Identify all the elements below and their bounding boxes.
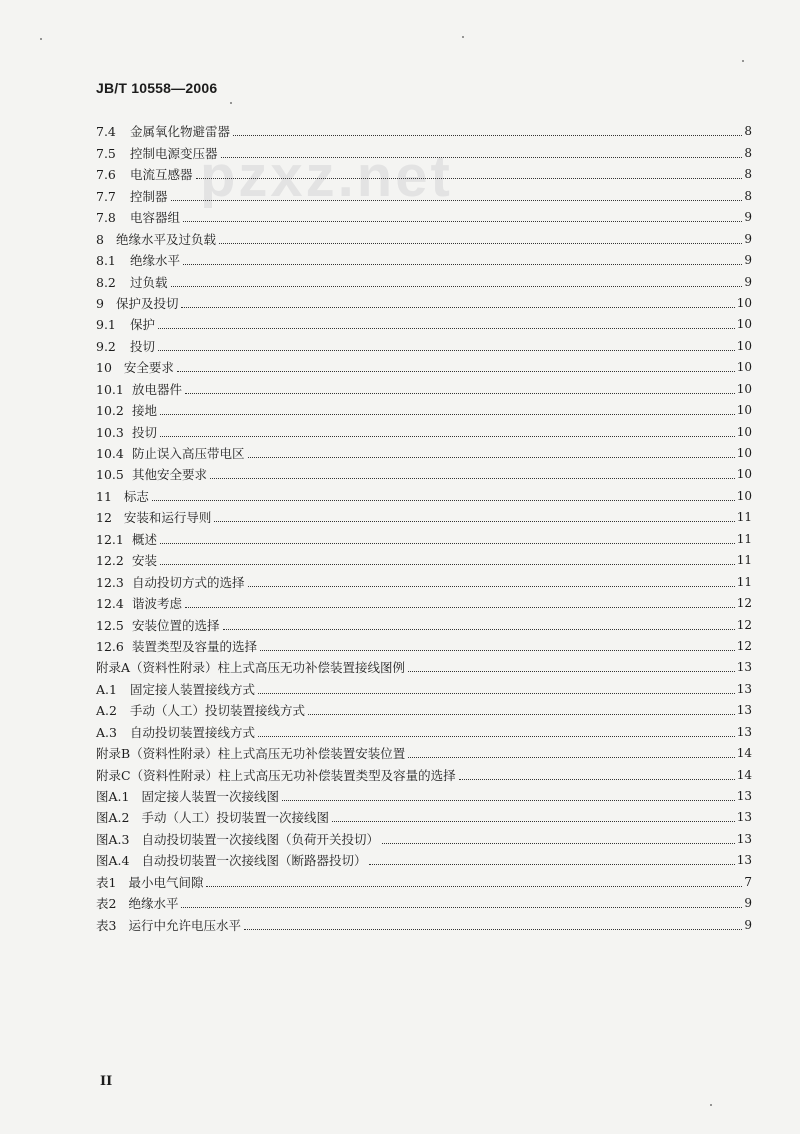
toc-entry-number: 12.5 — [96, 617, 124, 633]
toc-entry — [96, 418, 752, 439]
toc-entry-page: 9 — [744, 274, 752, 289]
toc-entry-title: 最小电气间隙 — [128, 874, 204, 890]
toc-entry-number: 9 — [96, 295, 104, 311]
toc-entry-number: 12 — [96, 510, 112, 526]
toc-entry — [96, 783, 752, 804]
toc-entry — [96, 397, 752, 418]
toc-entry-number: 9.1 — [96, 317, 116, 333]
dot-leader — [248, 586, 735, 587]
toc-entry-page: 13 — [736, 831, 752, 846]
toc-entry-title: 绝缘水平 — [128, 896, 179, 912]
toc-entry — [96, 290, 752, 311]
document-code-header: JB/T 10558—2006 — [96, 80, 218, 96]
toc-entry-number: A.1 — [96, 681, 117, 697]
dot-leader — [210, 478, 735, 479]
toc-entry-page: 10 — [736, 360, 752, 375]
toc-entry-page: 12 — [736, 596, 752, 611]
toc-entry-title: 安装位置的选择 — [132, 617, 220, 633]
dot-leader — [158, 350, 735, 351]
toc-entry — [96, 761, 752, 782]
toc-entry — [96, 182, 752, 203]
dot-leader — [181, 907, 742, 908]
dot-leader — [369, 864, 734, 865]
toc-entry-title: 自动投切装置一次接线图（断路器投切） — [141, 853, 367, 869]
dot-leader — [408, 757, 735, 758]
toc-entry-page: 8 — [744, 167, 752, 182]
toc-entry-title: 自动投切方式的选择 — [132, 574, 245, 590]
toc-entry-number: 附录B — [96, 746, 131, 762]
toc-entry-title: 谐波考虑 — [132, 596, 183, 612]
toc-entry-title: 金属氧化物避雷器 — [130, 124, 231, 140]
dot-leader — [233, 135, 742, 136]
toc-entry-number: 表3 — [96, 917, 117, 933]
toc-entry-title: 绝缘水平及过负载 — [115, 231, 216, 247]
dot-leader — [196, 178, 743, 179]
dot-leader — [183, 221, 742, 222]
dot-leader — [244, 929, 742, 930]
toc-entry-title: （资料性附录）柱上式高压无功补偿装置安装位置 — [130, 746, 406, 762]
toc-entry-page: 9 — [744, 231, 752, 246]
toc-entry-title: 手动（人工）投切装置一次接线图 — [141, 810, 329, 826]
toc-entry — [96, 461, 752, 482]
toc-entry — [96, 311, 752, 332]
dot-leader — [223, 629, 735, 630]
toc-entry-page: 9 — [744, 917, 752, 932]
toc-entry-page: 9 — [744, 896, 752, 911]
dot-leader — [408, 671, 735, 672]
dot-leader — [152, 500, 735, 501]
dot-leader — [332, 821, 735, 822]
toc-entry-page: 11 — [736, 553, 752, 568]
toc-entry — [96, 611, 752, 632]
scan-speck — [710, 1104, 712, 1106]
dot-leader — [219, 243, 742, 244]
toc-entry-number: 7.5 — [96, 145, 116, 161]
toc-entry-title: 安全要求 — [123, 360, 174, 376]
toc-entry-title: 固定接人装置接线方式 — [130, 681, 256, 697]
toc-entry-page: 8 — [744, 188, 752, 203]
page-number: II — [100, 1074, 113, 1089]
toc-entry-page: 10 — [736, 381, 752, 396]
dot-leader — [177, 371, 735, 372]
toc-entry — [96, 911, 752, 932]
toc-entry-title: （资料性附录）柱上式高压无功补偿装置接线图例 — [130, 660, 406, 676]
toc-entry-page: 10 — [736, 467, 752, 482]
scan-speck — [230, 102, 232, 104]
toc-entry — [96, 247, 752, 268]
toc-entry-title: 自动投切装置一次接线图（负荷开关投切） — [141, 831, 379, 847]
toc-entry — [96, 697, 752, 718]
toc-entry — [96, 718, 752, 739]
toc-entry-number: 附录C — [96, 767, 131, 783]
toc-entry-page: 9 — [744, 210, 752, 225]
dot-leader — [214, 521, 734, 522]
toc-entry-title: 控制器 — [130, 188, 168, 204]
toc-entry — [96, 375, 752, 396]
toc-entry-page: 10 — [736, 338, 752, 353]
toc-entry-number: 10.2 — [96, 403, 124, 419]
toc-entry-page: 10 — [736, 446, 752, 460]
toc-entry — [96, 204, 752, 225]
toc-entry-page: 13 — [736, 724, 752, 739]
scan-speck — [462, 36, 464, 38]
toc-entry-number: 10.3 — [96, 424, 124, 440]
toc-entry — [96, 868, 752, 889]
toc-entry-number: A.3 — [96, 724, 117, 740]
toc-entry-number: 8.1 — [96, 253, 116, 269]
toc-entry-title: 投切 — [130, 338, 156, 354]
toc-entry-number: 8 — [96, 231, 104, 247]
toc-entry — [96, 440, 752, 461]
dot-leader — [185, 607, 735, 608]
toc-entry — [96, 547, 752, 568]
toc-entry-number: A.2 — [96, 703, 117, 719]
toc-entry-title: 保护及投切 — [115, 295, 179, 311]
toc-entry-number: 12.3 — [96, 574, 124, 590]
toc-entry — [96, 590, 752, 611]
toc-entry — [96, 139, 752, 160]
toc-entry-number: 12.6 — [96, 638, 124, 654]
dot-leader — [171, 286, 743, 287]
toc-entry-title: 自动投切装置接线方式 — [130, 724, 256, 740]
dot-leader — [160, 564, 735, 565]
dot-leader — [260, 650, 735, 651]
toc-entry-title: 概述 — [132, 531, 158, 547]
toc-entry-number: 10.1 — [96, 381, 124, 397]
toc-entry-title: 电容器组 — [130, 210, 181, 226]
toc-entry — [96, 654, 752, 675]
toc-entry-title: 手动（人工）投切装置接线方式 — [130, 703, 306, 719]
toc-entry-number: 附录A — [96, 660, 131, 676]
dot-leader — [160, 543, 735, 544]
toc-entry-title: 标志 — [123, 488, 149, 504]
dot-leader — [160, 414, 735, 415]
toc-entry-number: 10.5 — [96, 467, 124, 483]
toc-entry-page: 14 — [736, 767, 752, 782]
toc-entry-number: 9.2 — [96, 338, 116, 354]
toc-entry — [96, 268, 752, 289]
toc-entry — [96, 332, 752, 353]
toc-entry — [96, 633, 752, 654]
toc-entry-title: 安装和运行导则 — [123, 510, 212, 526]
dot-leader — [158, 328, 735, 329]
toc-entry-number: 7.8 — [96, 210, 116, 226]
toc-entry-title: 接地 — [132, 403, 158, 419]
toc-entry-title: 保护 — [130, 317, 156, 333]
toc-entry-number: 7.7 — [96, 188, 116, 204]
toc-entry-number: 图A.3 — [96, 831, 130, 847]
toc-entry-title: 防止误入高压带电区 — [132, 446, 245, 461]
toc-entry-number: 图A.1 — [96, 789, 130, 804]
toc-entry-number: 8.2 — [96, 274, 116, 290]
toc-entry-title: 绝缘水平 — [130, 253, 181, 269]
toc-entry-number: 10 — [96, 360, 112, 376]
toc-entry-number: 表2 — [96, 896, 117, 912]
dot-leader — [221, 157, 743, 158]
toc-entry-page: 10 — [736, 403, 752, 418]
toc-entry-page: 12 — [736, 617, 752, 632]
toc-entry-number: 12.4 — [96, 596, 124, 612]
dot-leader — [248, 457, 735, 458]
toc-entry — [96, 740, 752, 761]
toc-entry-number: 7.6 — [96, 167, 116, 183]
scan-speck — [40, 38, 42, 40]
toc-entry-page: 7 — [744, 874, 752, 889]
dot-leader — [258, 736, 735, 737]
table-of-contents — [96, 118, 752, 933]
toc-entry-page: 13 — [736, 660, 752, 675]
dot-leader — [171, 200, 743, 201]
toc-entry-number: 图A.2 — [96, 810, 130, 826]
toc-entry — [96, 675, 752, 696]
toc-entry — [96, 161, 752, 182]
toc-entry-title: 放电器件 — [132, 381, 183, 397]
toc-entry-title: 运行中允许电压水平 — [128, 917, 241, 933]
toc-entry-page: 11 — [736, 531, 752, 546]
toc-entry-number: 7.4 — [96, 124, 116, 140]
toc-entry — [96, 482, 752, 503]
toc-entry-page: 13 — [736, 789, 752, 803]
dot-leader — [185, 393, 735, 394]
toc-entry — [96, 804, 752, 825]
toc-entry — [96, 825, 752, 846]
toc-entry — [96, 118, 752, 139]
toc-entry-number: 11 — [96, 488, 112, 504]
toc-entry-number: 表1 — [96, 874, 117, 890]
toc-entry-title: 装置类型及容量的选择 — [132, 638, 258, 654]
toc-entry-page: 13 — [736, 703, 752, 718]
dot-leader — [181, 307, 734, 308]
toc-entry-title: 过负载 — [130, 274, 168, 290]
toc-entry-page: 10 — [736, 488, 752, 503]
dot-leader — [183, 264, 742, 265]
dot-leader — [160, 436, 735, 437]
toc-entry-number: 12.1 — [96, 531, 124, 547]
toc-entry-title: 投切 — [132, 424, 158, 440]
dot-leader — [459, 779, 735, 780]
toc-entry-page: 8 — [744, 145, 752, 160]
toc-entry-number: 图A.4 — [96, 853, 130, 869]
toc-entry-page: 13 — [736, 681, 752, 696]
toc-entry — [96, 847, 752, 868]
toc-entry-page: 13 — [736, 853, 752, 868]
toc-entry — [96, 504, 752, 525]
dot-leader — [206, 886, 742, 887]
toc-entry-page: 9 — [744, 253, 752, 268]
toc-entry — [96, 568, 752, 589]
dot-leader — [282, 800, 735, 801]
toc-entry-title: 控制电源变压器 — [130, 145, 218, 161]
toc-entry-title: （资料性附录）柱上式高压无功补偿装置类型及容量的选择 — [130, 767, 456, 783]
toc-entry-page: 11 — [736, 574, 752, 589]
toc-entry-page: 10 — [736, 424, 752, 439]
toc-entry — [96, 225, 752, 246]
toc-entry-page: 10 — [736, 295, 752, 310]
dot-leader — [258, 693, 735, 694]
toc-entry-page: 8 — [744, 124, 752, 139]
toc-entry — [96, 890, 752, 911]
toc-entry-page: 12 — [736, 638, 752, 653]
scan-speck — [742, 60, 744, 62]
dot-leader — [308, 714, 735, 715]
watermark: pzxz.net — [200, 144, 453, 209]
toc-entry-number: 10.4 — [96, 446, 124, 461]
toc-entry-page: 13 — [736, 810, 752, 825]
toc-entry-page: 10 — [736, 317, 752, 332]
toc-entry-page: 11 — [736, 510, 752, 525]
toc-entry-number: 12.2 — [96, 553, 124, 569]
toc-entry-title: 电流互感器 — [130, 167, 193, 183]
toc-entry-title: 其他安全要求 — [132, 467, 208, 483]
toc-entry-title: 安装 — [132, 553, 158, 569]
toc-entry-page: 14 — [736, 746, 752, 761]
dot-leader — [382, 843, 735, 844]
toc-entry — [96, 354, 752, 375]
toc-entry — [96, 525, 752, 546]
toc-entry-title: 固定接人装置一次接线图 — [141, 789, 279, 804]
